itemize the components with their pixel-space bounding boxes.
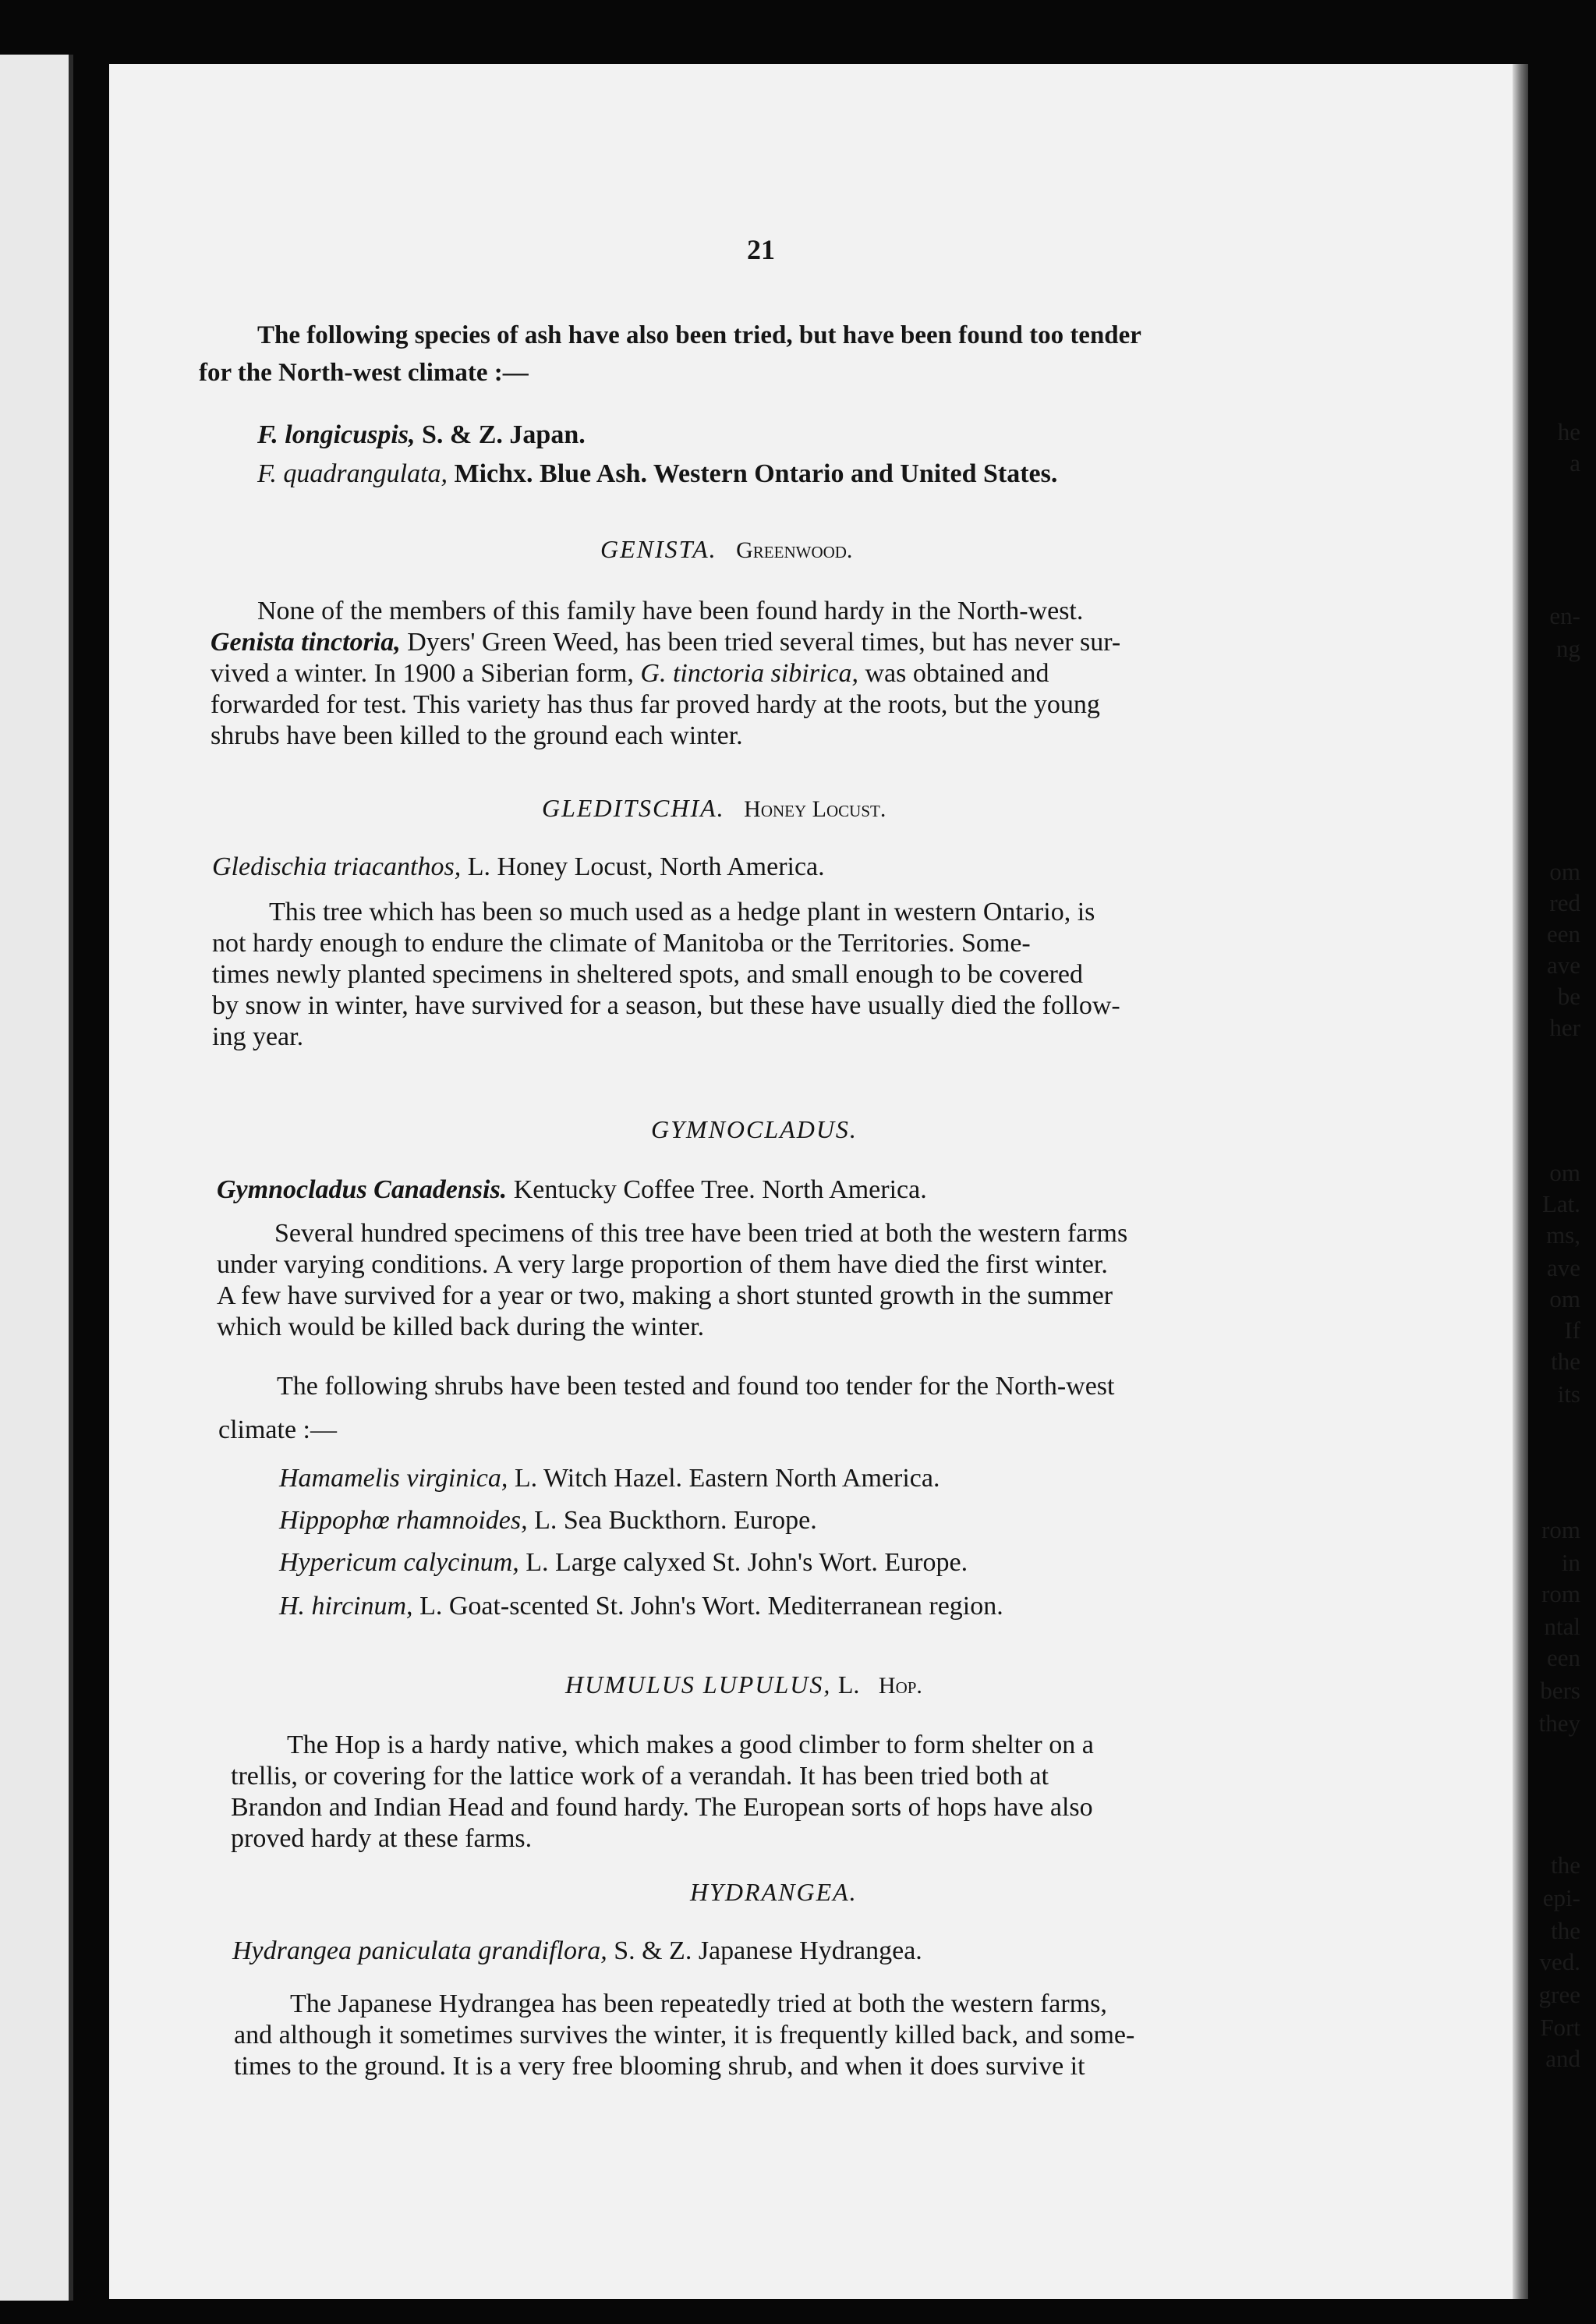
section-heading-humulus (565, 1669, 922, 1702)
margin-fragment: ved. (1539, 1948, 1580, 1975)
text-segment: vived a winter. In 1900 a Siberian form, (211, 659, 634, 688)
previous-page-fragment (0, 55, 73, 2301)
ash-intro-line-1: The following species of ash have also been tried, but have been found too tender (257, 321, 1141, 349)
gymnocladus-text-line-2: under varying conditions. A very large proportion of them have died the first winter. (217, 1250, 1108, 1279)
margin-fragment: gree (1538, 1981, 1580, 2008)
heading-genus: GENISTA. (600, 535, 717, 563)
species-details: L. Witch Hazel. Eastern North America. (514, 1464, 940, 1493)
heading-genus: HUMULUS LUPULUS, (565, 1670, 832, 1699)
gymnocladus-species (217, 1174, 927, 1206)
ash-species-2 (257, 459, 1057, 490)
margin-fragment: the (1551, 1851, 1580, 1879)
species-name: Hamamelis virginica, (279, 1464, 508, 1493)
margin-fragment: rom (1541, 1580, 1580, 1607)
species-name: Hydrangea paniculata grandiflora, (232, 1936, 607, 1965)
gymnocladus-text-line-3: A few have survived for a year or two, making a short stunted growth in the summer (217, 1281, 1113, 1310)
heading-common-name: Honey Locust. (744, 796, 886, 822)
margin-fragment: ave (1546, 1254, 1580, 1281)
humulus-text-line-3: Brandon and Indian Head and found hardy. The European sorts of hops have also (231, 1793, 1093, 1822)
heading-common-name: Hop. (878, 1673, 922, 1699)
genista-text-line-2 (211, 627, 1120, 658)
margin-fragment: om (1549, 1285, 1580, 1313)
species-details: L. Goat-scented St. John's Wort. Mediterranean region. (419, 1592, 1003, 1621)
species-name: Genista tinctoria, (211, 628, 401, 657)
margin-fragment: in (1561, 1549, 1580, 1576)
heading-genus: GLEDITSCHIA. (542, 794, 725, 822)
margin-fragment: rom (1541, 1516, 1580, 1543)
margin-fragment: Lat. (1541, 1190, 1580, 1217)
section-heading-genista (600, 533, 852, 566)
species-details: L. Sea Buckthorn. Europe. (534, 1506, 817, 1535)
shrub-item (279, 1591, 1003, 1622)
humulus-text-line-2: trellis, or covering for the lattice work of a verandah. It has been tried both at (231, 1762, 1049, 1791)
species-details: Michx. Blue Ash. Western Ontario and United States. (454, 459, 1058, 488)
shrub-item (279, 1505, 817, 1536)
margin-fragment: epi- (1542, 1884, 1580, 1911)
margin-fragment: its (1557, 1380, 1580, 1408)
hydrangea-text-line-2: and although it sometimes survives the winter, it is frequently killed back, and some- (234, 2021, 1135, 2049)
shrub-item (279, 1463, 940, 1494)
margin-fragment: they (1538, 1709, 1580, 1737)
species-details: Kentucky Coffee Tree. North America. (513, 1175, 927, 1204)
species-details: L. Large calyxed St. John's Wort. Europe. (526, 1548, 968, 1577)
margin-fragment: en- (1549, 602, 1580, 629)
margin-fragment: Fort (1540, 2014, 1580, 2041)
species-name: H. hircinum, (279, 1592, 413, 1621)
page-edge-shadow (1513, 64, 1528, 2299)
margin-fragment: bers (1540, 1677, 1580, 1704)
species-name: F. quadrangulata, (257, 459, 448, 488)
margin-fragment: the (1551, 1348, 1580, 1375)
margin-fragment: a (1569, 449, 1580, 476)
species-name: Gledischia triacanthos, (212, 852, 462, 881)
hydrangea-text-line-3: times to the ground. It is a very free blooming shrub, and when it does survive it (234, 2052, 1085, 2081)
gleditschia-text-line-4: by snow in winter, have survived for a season, but these have usually died the follow- (212, 991, 1120, 1020)
margin-fragment: he (1557, 418, 1580, 445)
margin-fragment: ntal (1544, 1613, 1580, 1640)
hydrangea-text-line-1: The Japanese Hydrangea has been repeatedly tried at both the western farms, (290, 1989, 1107, 2018)
section-heading-gleditschia (542, 792, 886, 825)
margin-fragment: een (1546, 920, 1580, 948)
margin-fragment: ms, (1546, 1221, 1580, 1249)
section-heading-gymnocladus: GYMNOCLADUS. (651, 1115, 858, 1143)
gleditschia-text-line-1: This tree which has been so much used as a hedge plant in western Ontario, is (269, 898, 1095, 926)
gymnocladus-text-line-1: Several hundred specimens of this tree have been tried at both the western farms (274, 1219, 1128, 1248)
margin-fragment: om (1549, 1159, 1580, 1186)
gleditschia-text-line-3: times newly planted specimens in sheltered spots, and small enough to be covered (212, 960, 1084, 989)
margin-fragment: ave (1546, 951, 1580, 979)
species-name: F. longicuspis, (257, 420, 416, 449)
margin-fragment: red (1549, 889, 1580, 916)
margin-fragment: een (1546, 1644, 1580, 1671)
gleditschia-species (212, 852, 825, 883)
ash-species-1 (257, 420, 586, 451)
humulus-text-line-1: The Hop is a hardy native, which makes a good climber to form shelter on a (287, 1731, 1094, 1759)
section-heading-hydrangea: HYDRANGEA. (690, 1878, 858, 1906)
genista-text-line-5: shrubs have been killed to the ground each winter. (211, 721, 743, 750)
heading-authority: L. (837, 1670, 860, 1699)
shrubs-intro-line-2: climate :— (218, 1415, 338, 1444)
shrub-item (279, 1547, 968, 1578)
genista-text-line-4: forwarded for test. This variety has thus far proved hardy at the roots, but the young (211, 690, 1100, 719)
shrubs-intro-line-1: The following shrubs have been tested and found too tender for the North-west (277, 1372, 1115, 1401)
hydrangea-species (232, 1936, 922, 1967)
margin-fragment: and (1545, 2045, 1580, 2072)
species-name: G. tinctoria sibirica, (640, 659, 858, 688)
species-name: Hippophœ rhamnoides, (279, 1506, 528, 1535)
margin-fragment: her (1549, 1014, 1580, 1041)
genista-text-line-1: None of the members of this family have been found hardy in the North-west. (257, 597, 1084, 625)
gleditschia-text-line-5: ing year. (212, 1022, 304, 1051)
species-name: Hypericum calycinum, (279, 1548, 519, 1577)
species-details: L. Honey Locust, North America. (467, 852, 825, 881)
heading-common-name: Greenwood. (736, 537, 853, 563)
species-name: Gymnocladus Canadensis. (217, 1175, 508, 1204)
ash-intro-line-2: for the North-west climate :— (199, 359, 529, 387)
margin-fragment: be (1557, 983, 1580, 1010)
gleditschia-text-line-2: not hardy enough to endure the climate of Manitoba or the Territories. Some- (212, 929, 1031, 958)
genista-text-line-3 (211, 658, 1049, 689)
margin-fragment: If (1564, 1316, 1580, 1344)
text-segment: Dyers' Green Weed, has been tried several times, but has never sur- (407, 628, 1121, 657)
species-details: S. & Z. Japanese Hydrangea. (614, 1936, 922, 1965)
species-details: S. & Z. Japan. (422, 420, 586, 449)
text-segment: was obtained and (865, 659, 1049, 688)
margin-fragment: om (1549, 858, 1580, 885)
humulus-text-line-4: proved hardy at these farms. (231, 1824, 533, 1853)
margin-fragment: the (1551, 1917, 1580, 1944)
margin-fragment: ng (1556, 635, 1580, 662)
gymnocladus-text-line-4: which would be killed back during the winter. (217, 1313, 705, 1341)
page-number: 21 (747, 234, 775, 265)
